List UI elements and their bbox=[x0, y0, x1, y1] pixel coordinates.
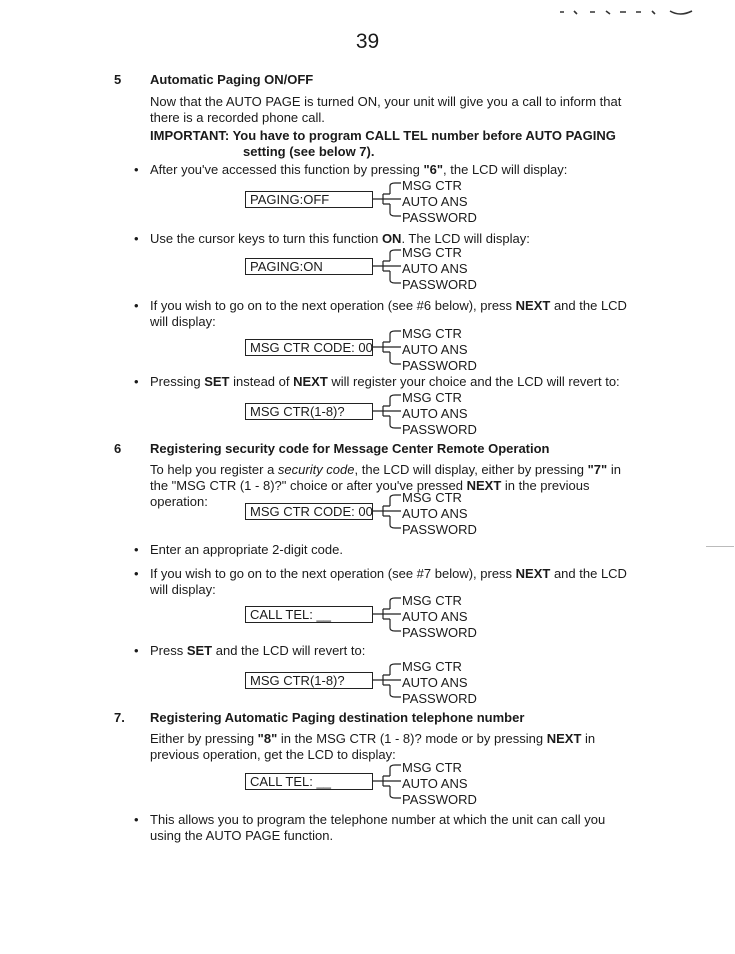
lcd-screen: CALL TEL: __ bbox=[245, 606, 373, 623]
bullet-dot: • bbox=[134, 298, 139, 313]
bullet-dot: • bbox=[134, 374, 139, 389]
lcd-label-password: PASSWORD bbox=[402, 277, 477, 292]
important-line-1: You have to program CALL TEL number before AUTO PAGING bbox=[232, 128, 616, 143]
lcd-screen: MSG CTR CODE: 00 bbox=[245, 503, 373, 520]
lcd-label-msg-ctr: MSG CTR bbox=[402, 490, 462, 505]
lcd-screen: MSG CTR(1-8)? bbox=[245, 672, 373, 689]
bullet-dot: • bbox=[134, 812, 139, 827]
section-title-7: Registering Automatic Paging destination telephone number bbox=[150, 710, 525, 725]
section-6-bullet-1: Enter an appropriate 2-digit code. bbox=[150, 542, 343, 557]
lcd-label-auto-ans: AUTO ANS bbox=[402, 506, 468, 521]
section-7-intro: Either by pressing "8" in the MSG CTR (1 - 8)? mode or by pressing NEXT in previous operation, get the LCD to display: bbox=[150, 731, 596, 762]
bullet-dot: • bbox=[134, 542, 139, 557]
lcd-label-msg-ctr: MSG CTR bbox=[402, 245, 462, 260]
lcd-display-msg-ctr-code bbox=[245, 326, 505, 374]
section-5-bullet-1: After you've accessed this function by pressing "6", the LCD will display: bbox=[150, 162, 568, 177]
section-title-6: Registering security code for Message Center Remote Operation bbox=[150, 441, 550, 456]
lcd-label-msg-ctr: MSG CTR bbox=[402, 593, 462, 608]
margin-mark bbox=[706, 546, 734, 547]
lcd-label-auto-ans: AUTO ANS bbox=[402, 776, 468, 791]
lcd-label-password: PASSWORD bbox=[402, 358, 477, 373]
section-title-5: Automatic Paging ON/OFF bbox=[150, 72, 314, 87]
section-6-bullet-3: Press SET and the LCD will revert to: bbox=[150, 643, 366, 658]
lcd-label-auto-ans: AUTO ANS bbox=[402, 194, 468, 209]
lcd-label-password: PASSWORD bbox=[402, 210, 477, 225]
lcd-label-auto-ans: AUTO ANS bbox=[402, 342, 468, 357]
bullet-dot: • bbox=[134, 643, 139, 658]
lcd-screen: PAGING:ON bbox=[245, 258, 373, 275]
important-label: IMPORTANT: bbox=[150, 128, 230, 143]
lcd-label-msg-ctr: MSG CTR bbox=[402, 760, 462, 775]
lcd-screen: MSG CTR(1-8)? bbox=[245, 403, 373, 420]
section-5-bullet-2: Use the cursor keys to turn this function ON. The LCD will display: bbox=[150, 231, 530, 246]
lcd-label-password: PASSWORD bbox=[402, 792, 477, 807]
lcd-label-password: PASSWORD bbox=[402, 522, 477, 537]
important-note bbox=[150, 128, 630, 160]
lcd-screen: CALL TEL: __ bbox=[245, 773, 373, 790]
section-5-bullet-3: If you wish to go on to the next operation (see #6 below), press NEXT and the LCD will display: bbox=[150, 298, 627, 329]
lcd-display-msg-ctr-select-2 bbox=[245, 659, 505, 707]
lcd-screen: PAGING:OFF bbox=[245, 191, 373, 208]
lcd-label-password: PASSWORD bbox=[402, 691, 477, 706]
lcd-display-msg-ctr-code-2 bbox=[245, 490, 505, 538]
lcd-label-msg-ctr: MSG CTR bbox=[402, 326, 462, 341]
section-5-bullet-4: Pressing SET instead of NEXT will register your choice and the LCD will revert to: bbox=[150, 374, 620, 389]
lcd-label-msg-ctr: MSG CTR bbox=[402, 659, 462, 674]
section-7-bullet-1: This allows you to program the telephone number at which the unit can call you using the AUTO PAGE function. bbox=[150, 812, 606, 843]
lcd-label-auto-ans: AUTO ANS bbox=[402, 675, 468, 690]
section-5-intro: Now that the AUTO PAGE is turned ON, your unit will give you a call to inform that there is a recorded phone call. bbox=[150, 94, 622, 125]
lcd-label-password: PASSWORD bbox=[402, 422, 477, 437]
lcd-label-msg-ctr: MSG CTR bbox=[402, 390, 462, 405]
section-number-6: 6 bbox=[114, 441, 122, 456]
lcd-label-auto-ans: AUTO ANS bbox=[402, 406, 468, 421]
lcd-display-call-tel-2 bbox=[245, 760, 505, 808]
section-number-7: 7. bbox=[114, 710, 125, 725]
bullet-dot: • bbox=[134, 231, 139, 246]
bullet-dot: • bbox=[134, 162, 139, 177]
important-line-2: setting (see below 7). bbox=[243, 144, 375, 159]
section-6-intro: To help you register a security code, the LCD will display, either by pressing "7" in the "MSG CTR (1 - 8)?" choice or after you've pressed NEXT in the previous operation: bbox=[150, 462, 621, 509]
scan-edge-marks bbox=[560, 6, 700, 18]
section-6-bullet-2: If you wish to go on to the next operation (see #7 below), press NEXT and the LCD will display: bbox=[150, 566, 627, 597]
lcd-display-msg-ctr-select bbox=[245, 390, 505, 438]
lcd-display-call-tel bbox=[245, 593, 505, 641]
lcd-label-msg-ctr: MSG CTR bbox=[402, 178, 462, 193]
page-number: 39 bbox=[355, 30, 380, 53]
section-number-5: 5 bbox=[114, 72, 122, 87]
lcd-display-paging-on bbox=[245, 245, 505, 293]
bullet-dot: • bbox=[134, 566, 139, 581]
lcd-label-auto-ans: AUTO ANS bbox=[402, 609, 468, 624]
lcd-screen: MSG CTR CODE: 00 bbox=[245, 339, 373, 356]
lcd-display-paging-off bbox=[245, 178, 505, 226]
lcd-label-password: PASSWORD bbox=[402, 625, 477, 640]
lcd-label-auto-ans: AUTO ANS bbox=[402, 261, 468, 276]
